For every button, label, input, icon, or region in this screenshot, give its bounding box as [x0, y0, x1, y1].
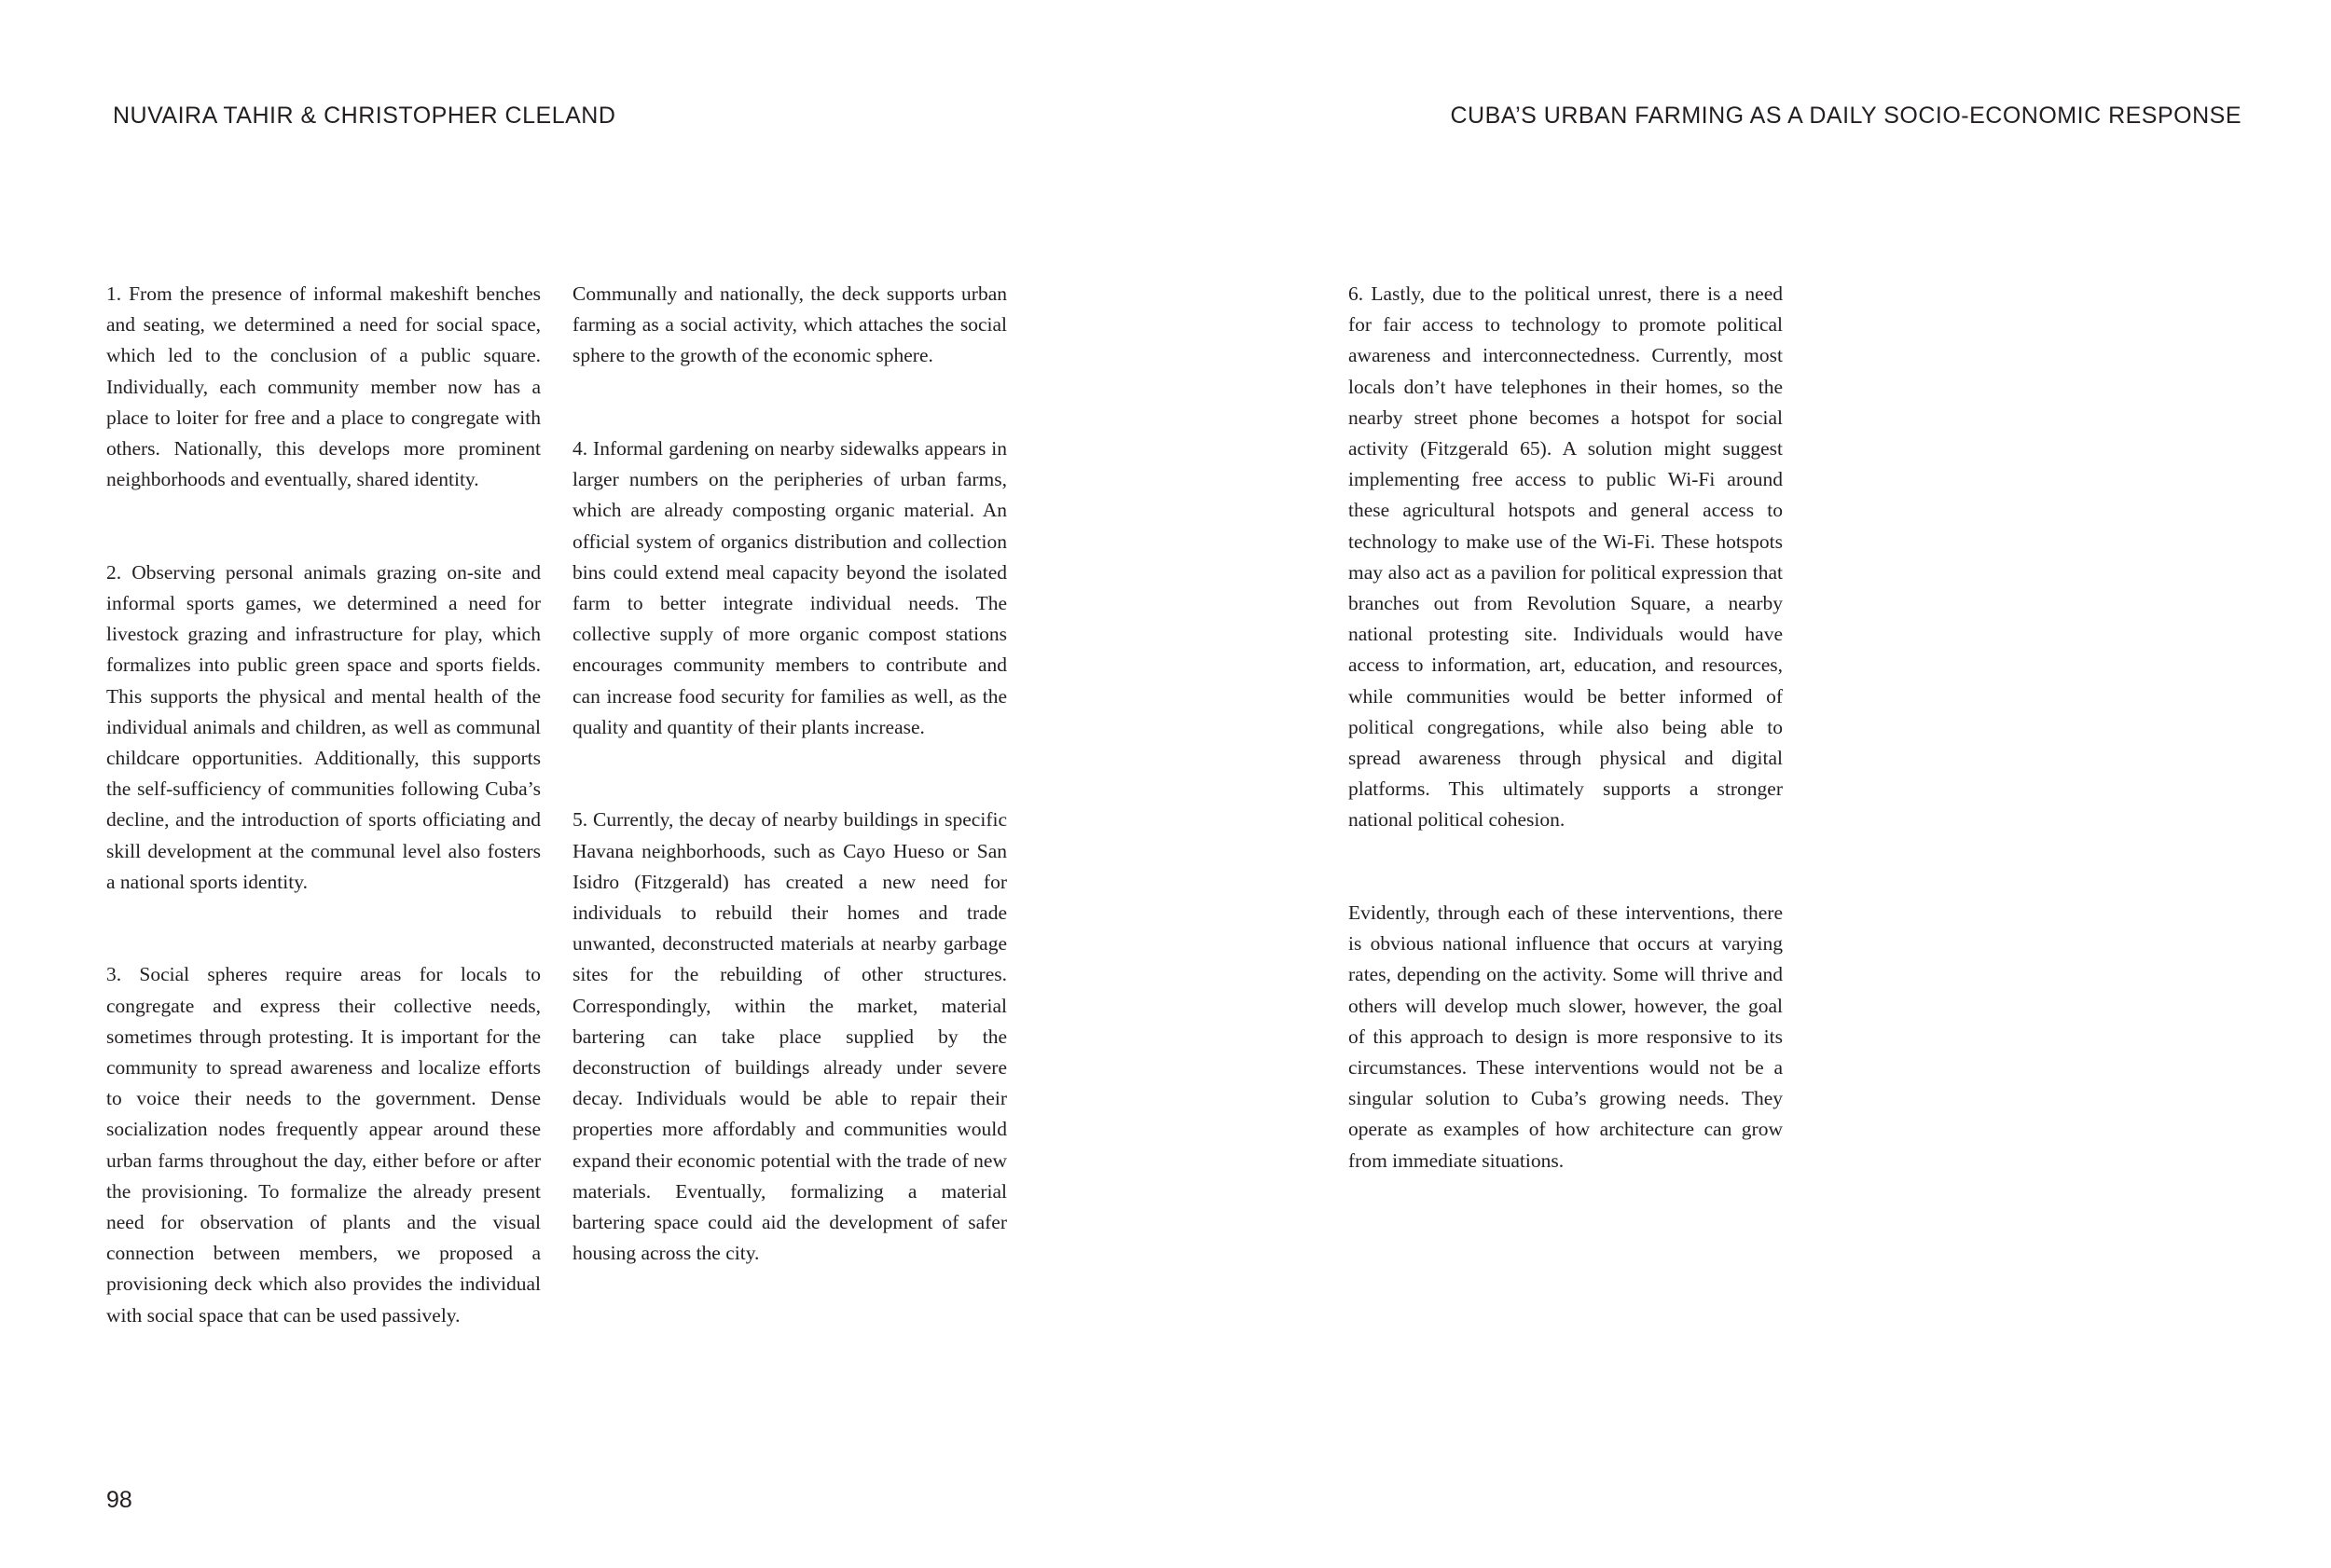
- text-column-2: [572, 279, 1007, 1331]
- paragraph-conclusion: Evidently, through each of these interventions, there is obvious national influence that occurs at varying rates, depending on the activity. Some will thrive and others will develop much slower, however, the goal of this approach to design is more responsive to its circumstances. These interventions would not be a singular solution to Cuba’s growing needs. They operate as examples of how architecture can grow from immediate situations.: [1348, 901, 1783, 1172]
- paragraph-1: 1. From the presence of informal makeshift benches and seating, we determined a need for social space, which led to the conclusion of a public square. Individually, each community member now has a place to loiter for free and a place to congregate with others. Nationally, this develops more prominent neighborhoods and eventually, shared identity.: [106, 282, 541, 491]
- paragraph-2: 2. Observing personal animals grazing on-site and informal sports games, we determined a need for livestock grazing and infrastructure for play, which formalizes into public green space and sports fields. This supports the physical and mental health of the individual animals and children, as well as communal childcare opportunities. Additionally, this supports the self-sufficiency of communities following Cuba’s decline, and the introduction of sports officiating and skill development at the communal level also fosters a national sports identity.: [106, 560, 541, 893]
- text-column-1: [106, 279, 541, 1393]
- paragraph-4: 4. Informal gardening on nearby sidewalks appears in larger numbers on the peripheries of urban farms, which are already composting organic material. An official system of organics distribution and collection bins could extend meal capacity beyond the isolated farm to better integrate individual needs. The collective supply of more organic compost stations encourages community members to contribute and can increase food security for families as well, as the quality and quantity of their plants increase.: [572, 437, 1007, 738]
- paragraph-5: 5. Currently, the decay of nearby buildings in specific Havana neighborhoods, such as Cayo Hueso or San Isidro (Fitzgerald) has created a new need for individuals to rebuild their homes and trade unwanted, deconstructed materials at nearby garbage sites for the rebuilding of other structures. Correspondingly, within the market, material bartering can take place supplied by the deconstruction of buildings already under severe decay. Individuals would be able to repair their properties more affordably and communities would expand their economic potential with the trade of new materials. Eventually, formalizing a material bartering space could aid the development of safer housing across the city.: [572, 808, 1007, 1265]
- paragraph-6: 6. Lastly, due to the political unrest, there is a need for fair access to technology to promote political awareness and interconnectedness. Currently, most locals don’t have telephones in their homes, so the nearby street phone becomes a hotspot for social activity (Fitzgerald 65). A solution might suggest implementing free access to public Wi-Fi around these agricultural hotspots and general access to technology to make use of the Wi-Fi. These hotspots may also act as a pavilion for political expression that branches out from Revolution Square, a nearby national protesting site. Individuals would have access to information, art, education, and resources, while communities would be better informed of political congregations, while also being able to spread awareness through physical and digital platforms. This ultimately supports a stronger national political cohesion.: [1348, 282, 1783, 832]
- text-column-3: [1348, 279, 1783, 1238]
- page-number: 98: [106, 1487, 132, 1513]
- paragraph-3-continued: Communally and nationally, the deck supports urban farming as a social activity, which attaches the social sphere to the growth of the economic sphere.: [572, 282, 1007, 367]
- running-header-authors: NUVAIRA TAHIR & CHRISTOPHER CLELAND: [113, 103, 616, 129]
- paragraph-3: 3. Social spheres require areas for locals to congregate and express their collective needs, sometimes through protesting. It is important for the community to spread awareness and localize efforts to voice their needs to the government. Dense socialization nodes frequently appear around these urban farms throughout the day, either before or after the provisioning. To formalize the already present need for observation of plants and the visual connection between members, we proposed a provisioning deck which also provides the individual with social space that can be used passively.: [106, 963, 541, 1327]
- running-header-title: CUBA’S URBAN FARMING AS A DAILY SOCIO-ECONOMIC RESPONSE: [1450, 103, 2241, 129]
